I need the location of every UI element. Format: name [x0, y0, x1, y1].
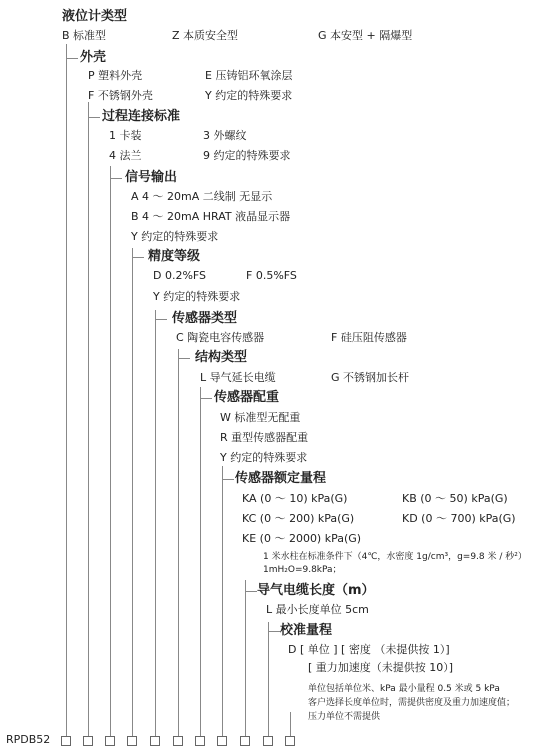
model-prefix: RPDB52: [6, 733, 51, 746]
level11-title: 校准量程: [280, 623, 333, 638]
connector-2: [66, 58, 78, 59]
code-box-10: [263, 736, 273, 746]
level9-option-kd: KD (0 ～ 700) kPa(G): [402, 512, 516, 525]
level2-option-p: P 塑料外壳: [88, 69, 143, 82]
code-box-9: [240, 736, 250, 746]
code-box-8: [217, 736, 227, 746]
level9-option-kb: KB (0 ～ 50) kPa(G): [402, 492, 508, 505]
level9-note-2: 1mH₂O=9.8kPa；: [263, 565, 342, 575]
level2-option-f: F 不锈钢外壳: [88, 89, 153, 102]
level6-title: 传感器类型: [172, 311, 238, 326]
tree-line-9: [245, 580, 246, 736]
level3-option-3: 3 外螺纹: [203, 129, 247, 142]
level10-title: 导气电缆长度（m）: [257, 583, 375, 598]
connector-6: [155, 319, 167, 320]
level11-note-2: 客户选择长度单位时，需提供密度及重力加速度值；: [308, 698, 516, 708]
level3-option-1: 1 卡装: [109, 129, 142, 142]
connector-10: [245, 591, 257, 592]
tree-line-7: [200, 387, 201, 736]
level5-option-f: F 0.5%FS: [246, 269, 297, 282]
tree-line-5: [155, 310, 156, 736]
level5-option-d: D 0.2%FS: [153, 269, 207, 282]
level1-option-g: G 本安型 + 隔爆型: [318, 29, 413, 42]
level7-option-g: G 不锈钢加长杆: [331, 371, 410, 384]
level8-option-w: W 标准型无配重: [220, 411, 301, 424]
level1-title: 液位计类型: [62, 9, 128, 24]
level7-title: 结构类型: [195, 350, 248, 365]
level9-option-ke: KE (0 ～ 2000) kPa(G): [242, 532, 362, 545]
tree-line-3: [110, 166, 111, 736]
level2-option-y: Y 约定的特殊要求: [205, 89, 293, 102]
tree-line-1: [66, 44, 67, 736]
level8-option-r: R 重型传感器配重: [220, 431, 309, 444]
connector-5: [132, 257, 144, 258]
code-box-4: [127, 736, 137, 746]
code-box-7: [195, 736, 205, 746]
tree-line-10: [268, 622, 269, 736]
connector-3: [88, 117, 100, 118]
level9-option-kc: KC (0 ～ 200) kPa(G): [242, 512, 355, 525]
level5-title: 精度等级: [148, 249, 201, 264]
connector-11: [268, 631, 280, 632]
code-box-6: [173, 736, 183, 746]
code-box-1: [61, 736, 71, 746]
level7-option-l: L 导气延长电缆: [200, 371, 276, 384]
level10-option-l: L 最小长度单位 5cm: [266, 603, 369, 616]
level3-title: 过程连接标准: [102, 109, 181, 124]
level1-option-b: B 标准型: [62, 29, 107, 42]
level5-option-y: Y 约定的特殊要求: [153, 290, 241, 303]
level4-option-b: B 4 ～ 20mA HRAT 液晶显示器: [131, 210, 291, 223]
level11-option-d: D [ 单位 ] [ 密度 （未提供按 1）]: [288, 643, 450, 656]
level4-option-y: Y 约定的特殊要求: [131, 230, 219, 243]
level4-title: 信号输出: [125, 170, 178, 185]
level2-title: 外壳: [80, 50, 107, 65]
level9-note-1: 1 米水柱在标准条件下（4℃，水密度 1g/cm³，g=9.8 米 / 秒²）: [263, 552, 527, 562]
level3-option-4: 4 法兰: [109, 149, 142, 162]
code-box-3: [105, 736, 115, 746]
code-box-5: [150, 736, 160, 746]
level2-option-e: E 压铸铝环氧涂层: [205, 69, 293, 82]
level4-option-a: A 4 ～ 20mA 二线制 无显示: [131, 190, 273, 203]
level8-title: 传感器配重: [214, 390, 280, 405]
connector-8: [200, 398, 212, 399]
level11-note-1: 单位包括单位米、kPa 最小量程 0.5 米或 5 kPa: [308, 684, 500, 694]
connector-7: [178, 358, 190, 359]
code-box-2: [83, 736, 93, 746]
tree-line-4: [132, 248, 133, 736]
level9-option-ka: KA (0 ～ 10) kPa(G): [242, 492, 348, 505]
level3-option-9: 9 约定的特殊要求: [203, 149, 291, 162]
tree-line-8: [222, 466, 223, 736]
tree-line-6: [178, 349, 179, 736]
level6-option-c: C 陶瓷电容传感器: [176, 331, 265, 344]
tree-line-11: [290, 712, 291, 736]
connector-9: [222, 479, 234, 480]
level6-option-f: F 硅压阻传感器: [331, 331, 407, 344]
level9-title: 传感器额定量程: [235, 471, 327, 486]
code-box-11: [285, 736, 295, 746]
level11-option-gravity: [ 重力加速度（未提供按 10）]: [308, 661, 454, 674]
connector-4: [110, 178, 122, 179]
level1-option-z: Z 本质安全型: [172, 29, 239, 42]
level8-option-y: Y 约定的特殊要求: [220, 451, 308, 464]
tree-line-2: [88, 102, 89, 736]
level11-note-3: 压力单位不需提供: [308, 712, 381, 722]
